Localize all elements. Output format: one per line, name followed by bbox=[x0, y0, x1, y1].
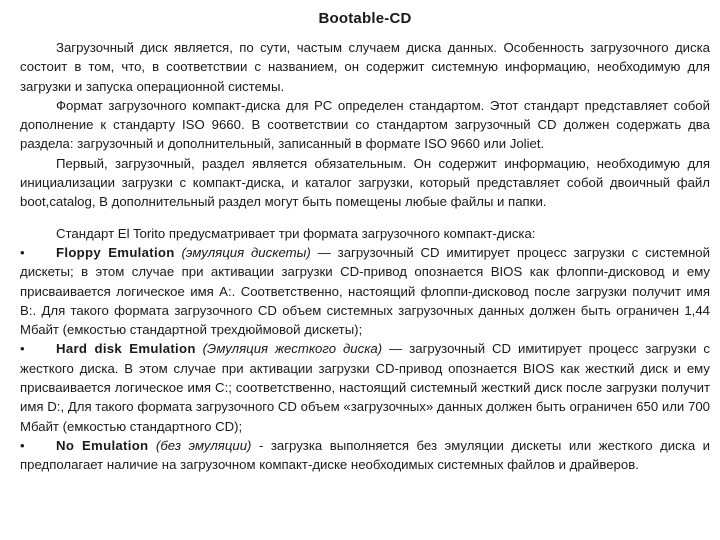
bullet-term: Hard disk Emulation bbox=[56, 341, 196, 357]
bullet-note: (эмуляция дискеты) bbox=[181, 244, 311, 260]
paragraph-intro: Загрузочный диск является, по сути, частым случаем диска данных. Особенность загрузочного диска состоит в том, что, в соответствии с названием, он содержит системную информацию, необходимую для загрузки и запуска операционной системы. bbox=[20, 40, 710, 94]
paragraph-sections: Первый, загрузочный, раздел является обязательным. Он содержит информацию, необходимую для инициализации загрузки с компакт-диска, и каталог загрузки, который представляет собой двоичный файл boot,catalog, В дополнительный раздел могут быть помещены любые файлы и папки. bbox=[20, 155, 710, 210]
bullet-note: (Эмуляция жесткого диска) bbox=[202, 341, 383, 357]
bullet-term: No Emulation bbox=[56, 437, 149, 453]
bullet-hard-disk-emulation bbox=[20, 339, 710, 435]
bullet-marker: • bbox=[20, 437, 25, 453]
bullet-note: (без эмуляции) bbox=[155, 437, 252, 453]
bullet-text: — загрузочный CD имитирует процесс загрузки с жесткого диска. В этом случае при активации загрузки CD-привод опознается BIOS как жесткий диск и ему присваивается логическое имя C:; соответственно, настоящий системный жесткий диск после загрузки получит имя D:, Для такого формата загрузочного CD объем «загрузочных» данных должен быть ограничен 650 или 700 Мбайт (емкостью стандартного CD); bbox=[20, 341, 710, 434]
paragraph-el-torito: Стандарт El Torito предусматривает три формата загрузочного компакт-диска: bbox=[56, 225, 536, 241]
paragraph-format: Формат загрузочного компакт-диска для PC определен стандартом. Этот стандарт представляет собой дополнение к стандарту ISO 9660. В соответствии со стандартом загрузочный CD должен содержать два раздела: загрузочный и дополнительный, записанный в формате ISO 9660 или Joliet. bbox=[20, 97, 710, 152]
paragraph-gap bbox=[20, 212, 710, 224]
document-title: Bootable-CD bbox=[318, 10, 412, 27]
bullet-no-emulation bbox=[20, 436, 710, 475]
bullet-text: — загрузочный CD имитирует процесс загрузки с системной дискеты; в этом случае при активации загрузки CD-привод опознается BIOS как флоппи-дисковод и ему присваивается логическое имя A:. Соответственно, настоящий флоппи-дисковод после загрузки получит имя B:. Для такого формата загрузочного CD объем системных загрузочных данных должен быть ограничен 1,44 Мбайт (емкостью стандартной трехдюймовой дискеты); bbox=[20, 244, 710, 338]
document-page bbox=[20, 8, 710, 475]
bullet-marker: • bbox=[20, 341, 25, 357]
bullet-marker: • bbox=[20, 244, 25, 260]
bullet-floppy-emulation bbox=[20, 243, 710, 339]
bullet-term: Floppy Emulation bbox=[56, 244, 175, 260]
bullet-text: - загрузка выполняется без эмуляции дискеты или жесткого диска и предполагает наличие на загрузочном компакт-диске необходимых системных файлов и драйверов. bbox=[20, 437, 711, 473]
